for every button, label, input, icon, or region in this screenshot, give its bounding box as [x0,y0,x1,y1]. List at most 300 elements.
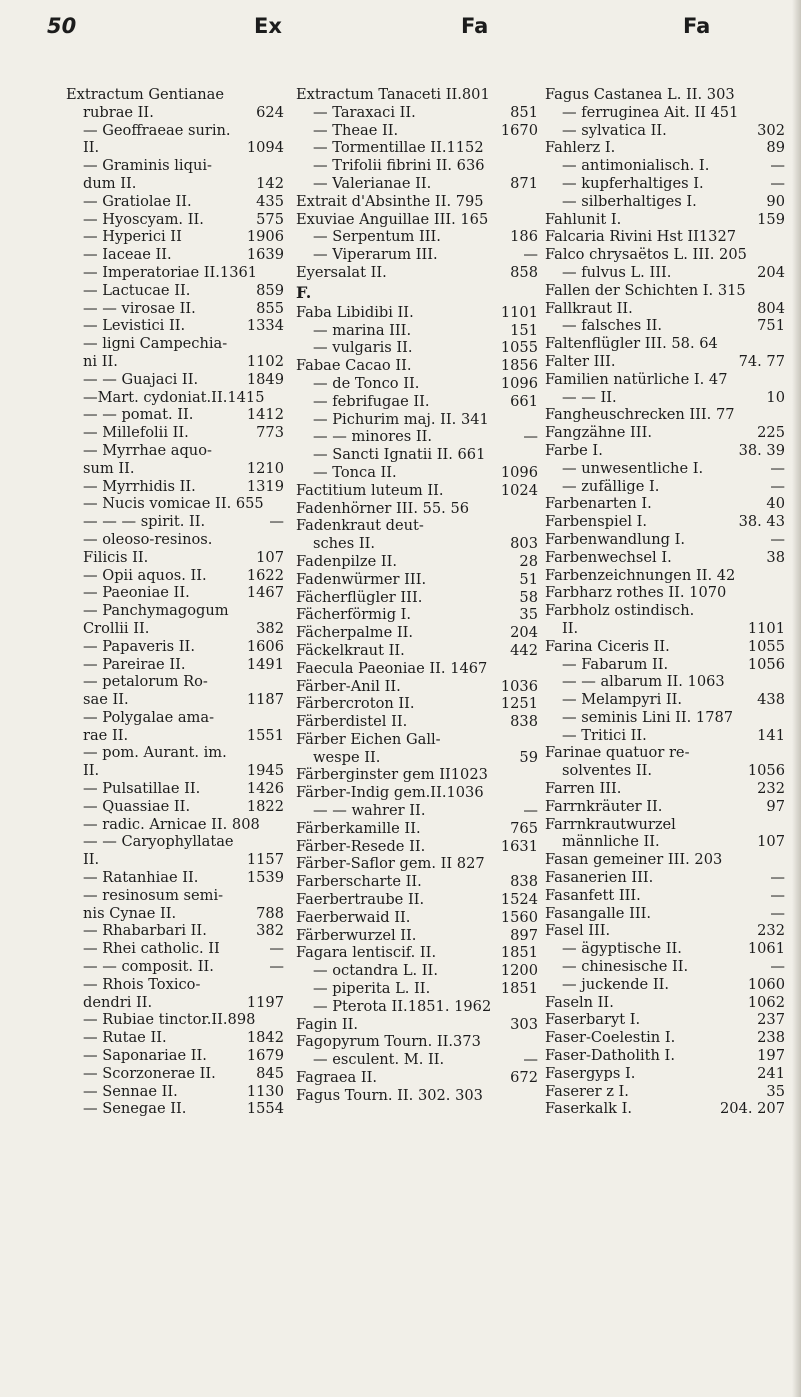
entry-page-ref: 1851 [500,944,538,962]
index-entry [66,744,284,762]
index-entry [66,762,284,780]
entry-term: Faba Libidibi II. [296,303,414,321]
entry-term: — Theae II. [313,121,399,139]
entry-page-ref: 1055 [747,637,785,655]
index-entry [296,339,538,357]
index-entry [66,780,284,798]
entry-term: sum II. [83,459,135,477]
index-entry [545,727,785,745]
index-entry [66,709,284,727]
index-entry [66,495,284,513]
entry-page-ref: 38. 43 [738,513,785,531]
entry-page-ref: 838 [510,873,538,891]
entry-term: Falco chrysaëtos L. III. 205 [545,246,747,264]
index-entry [66,157,284,175]
entry-term: Farbenwandlung I. [545,530,685,548]
entry-term: Fasel III. [545,922,611,940]
entry-page-ref: 241 [757,1064,785,1082]
index-entry [545,816,785,834]
entry-term: Faserer z I. [545,1082,629,1100]
entry-page-ref: 1200 [500,962,538,980]
entry-page-ref: — [523,802,538,820]
entry-term: Fallen der Schichten I. 315 [545,281,746,299]
entry-page-ref: 197 [757,1047,785,1065]
entry-page-ref: 237 [757,1011,785,1029]
index-entry [66,139,284,157]
entry-term: Färberdistel II. [296,713,408,731]
entry-page-ref: 35 [519,606,538,624]
entry-term: Färberwurzel II. [296,926,417,944]
entry-term: Faerbertraube II. [296,891,425,909]
entry-term: — — Guajaci II. [83,370,199,388]
entry-term: Fahlunit I. [545,210,622,228]
entry-term: Fadenkraut deut- [296,517,424,535]
entry-page-ref: — [770,530,785,548]
index-entry [545,531,785,549]
index-entry [545,922,785,940]
index-entry [66,1083,284,1101]
entry-term: — sylvatica II. [562,121,667,139]
entry-page-ref: 1639 [246,246,284,264]
entry-page-ref: — [770,886,785,904]
entry-page-ref: — [523,428,538,446]
entry-page-ref: 107 [256,548,284,566]
entry-page-ref: 1036 [500,677,538,695]
index-entry [296,535,538,553]
entry-page-ref: 1102 [246,352,284,370]
entry-term: Fallkraut II. [545,299,633,317]
index-entry [66,549,284,567]
index-entry [66,673,284,691]
entry-page-ref: 1606 [246,637,284,655]
index-entry [296,1051,538,1069]
entry-term: — radic. Arnicae II. 808 [83,815,260,833]
entry-term: — zufällige I. [562,477,660,495]
entry-page-ref: 1491 [246,655,284,673]
index-entry [66,442,284,460]
index-entry [545,638,785,656]
section-letter-heading [296,282,538,304]
entry-page-ref: 1467 [246,584,284,602]
entry-term: — — wahrer II. [313,802,426,820]
entry-term: Faecula Paeoniae II. 1467 [296,659,488,677]
entry-page-ref: 38. 39 [738,441,785,459]
entry-term: Faseln II. [545,993,614,1011]
entry-term: — — minores II. [313,428,433,446]
index-entry [296,1087,538,1105]
entry-page-ref: 788 [256,904,284,922]
entry-term: — Tonca II. [313,463,397,481]
entry-page-ref: 442 [510,641,538,659]
entry-term: — unwesentliche I. [562,459,704,477]
entry-page-ref: 1426 [246,780,284,798]
entry-term: — Tritici II. [562,726,647,744]
index-entry [296,909,538,927]
entry-page-ref: 302 [757,121,785,139]
index-entry [296,802,538,820]
index-entry [545,86,785,104]
index-entry [66,353,284,371]
entry-term: Faserbaryt I. [545,1011,641,1029]
index-column-2 [296,86,538,1105]
entry-page-ref: 1849 [246,370,284,388]
entry-term: Farbenzeichnungen II. 42 [545,566,736,584]
index-entry [66,211,284,229]
index-entry [545,513,785,531]
index-entry [296,891,538,909]
index-entry [296,517,538,535]
entry-page-ref: 40 [766,495,785,513]
entry-page-ref: 1412 [246,406,284,424]
entry-term: — febrifugae II. [313,392,430,410]
entry-page-ref: 1130 [246,1082,284,1100]
entry-page-ref: 1187 [246,691,284,709]
entry-page-ref: 74. 77 [738,352,785,370]
index-entry [545,460,785,478]
index-entry [545,478,785,496]
entry-term: — ligni Campechia- [83,335,228,353]
entry-term: Färberginster gem II1023 [296,766,488,784]
running-header [0,8,801,48]
index-entry [296,304,538,322]
entry-term: — ferruginea Ait. II 451 [562,103,739,121]
entry-page-ref: 1055 [500,339,538,357]
index-entry [296,962,538,980]
index-entry [296,589,538,607]
entry-term: Faserkalk I. [545,1100,633,1118]
index-entry [545,211,785,229]
entry-page-ref: 89 [766,139,785,157]
index-entry [545,246,785,264]
entry-term: — Quassiae II. [83,797,191,815]
index-entry [296,660,538,678]
entry-term: Familien natürliche I. 47 [545,370,728,388]
entry-page-ref: 1060 [747,975,785,993]
entry-page-ref: — [770,477,785,495]
index-entry [296,873,538,891]
entry-page-ref: 1056 [747,655,785,673]
entry-page-ref: 232 [757,780,785,798]
index-entry [66,389,284,407]
entry-term: — pom. Aurant. im. [83,744,227,762]
entry-page-ref: 28 [519,552,538,570]
entry-page-ref: 90 [766,192,785,210]
entry-page-ref: 1197 [246,993,284,1011]
entry-term: — Pichurim maj. II. 341 [313,410,489,428]
index-entry [296,1033,538,1051]
entry-term: — resinosum semi- [83,886,224,904]
entry-term: — Sennae II. [83,1082,178,1100]
entry-term: — Myrrhidis II. [83,477,196,495]
index-entry [296,784,538,802]
entry-term: Farrnkräuter II. [545,797,663,815]
page-edge-shadow [792,0,801,1397]
index-entry [545,122,785,140]
entry-page-ref: 1551 [246,726,284,744]
entry-term: — Levistici II. [83,317,186,335]
entry-term: Fächerflügler III. [296,588,423,606]
running-head-right: Fa [683,14,711,38]
index-entry [545,1083,785,1101]
entry-term: Factitium luteum II. [296,481,444,499]
entry-term: Fasan gemeiner III. 203 [545,851,723,869]
entry-term: — Panchymagogum [83,602,229,620]
index-entry [66,727,284,745]
entry-term: — Imperatoriae II.1361 [83,263,258,281]
entry-page-ref: 1024 [500,481,538,499]
index-entry [66,922,284,940]
entry-term: — oleoso-resinos. [83,530,213,548]
entry-page-ref: 1554 [246,1100,284,1118]
entry-page-ref: 803 [510,535,538,553]
entry-term: Färberkamille II. [296,819,421,837]
entry-term: — marina III. [313,321,412,339]
entry-term: — Hyperici II [83,228,182,246]
entry-term: — Rhois Toxico- [83,975,201,993]
entry-term: — Trifolii fibrini II. 636 [313,157,485,175]
index-entry [545,798,785,816]
running-head-center: Fa [461,14,489,38]
entry-term: — octandra L. II. [313,962,438,980]
index-entry [66,86,284,104]
entry-page-ref: 804 [757,299,785,317]
entry-term: Fagus Tourn. II. 302. 303 [296,1086,483,1104]
entry-term: — Rhabarbari II. [83,922,207,940]
entry-term: — Scorzonerae II. [83,1064,216,1082]
entry-term: — Nucis vomicae II. 655 [83,495,264,513]
entry-term: Fasanerien III. [545,869,654,887]
index-entry [66,1065,284,1083]
entry-term: Filicis II. [83,548,149,566]
entry-page-ref: 382 [256,619,284,637]
index-entry [545,851,785,869]
index-entry [545,406,785,424]
index-entry [296,139,538,157]
entry-term: — Rutae II. [83,1029,167,1047]
index-entry [545,584,785,602]
entry-term: Farinae quatuor re- [545,744,690,762]
index-entry [66,513,284,531]
index-entry [545,335,785,353]
entry-term: Farrnkrautwurzel [545,815,676,833]
entry-term: Extractum Tanaceti II.801 [296,86,490,103]
index-entry [296,1069,538,1087]
entry-page-ref: 238 [757,1029,785,1047]
index-entry [66,958,284,976]
entry-page-ref: 1631 [500,837,538,855]
entry-term: Fagopyrum Tourn. II.373 [296,1033,481,1051]
index-entry [545,424,785,442]
entry-term: Crollii II. [83,619,150,637]
index-entry [545,104,785,122]
index-entry [296,122,538,140]
entry-term: Fagus Castanea L. II. 303 [545,86,735,103]
index-entry [66,905,284,923]
entry-term: — Polygalae ama- [83,708,215,726]
entry-page-ref: — [523,246,538,264]
index-entry [296,375,538,393]
index-entry [296,766,538,784]
index-entry [545,1047,785,1065]
entry-page-ref: 1061 [747,940,785,958]
entry-page-ref: 1539 [246,869,284,887]
index-entry [545,1065,785,1083]
entry-term: dendri II. [83,993,153,1011]
entry-term: Fagara lentiscif. II. [296,944,437,962]
entry-term: solventes II. [562,762,653,780]
index-entry [545,282,785,300]
entry-term: Farren III. [545,780,622,798]
entry-page-ref: 661 [510,392,538,410]
index-entry [66,478,284,496]
entry-term: — Melampyri II. [562,691,683,709]
entry-term: — — composit. II. [83,958,214,976]
entry-page-ref: 859 [256,281,284,299]
index-entry [66,994,284,1012]
index-entry [66,531,284,549]
entry-page-ref: 1560 [500,908,538,926]
entry-term: Fangzähne III. [545,424,652,442]
entry-page-ref: 624 [256,103,284,121]
entry-term: — Iaceae II. [83,246,172,264]
index-entry [296,411,538,429]
index-entry [296,855,538,873]
index-column-1 [66,86,284,1118]
index-entry [296,749,538,767]
entry-page-ref: 1157 [246,851,284,869]
index-entry [545,833,785,851]
index-entry [66,940,284,958]
index-entry [545,762,785,780]
entry-term: Exuviae Anguillae III. 165 [296,210,489,228]
entry-term: Farbenwechsel I. [545,548,672,566]
entry-page-ref: 159 [757,210,785,228]
entry-term: — de Tonco II. [313,374,420,392]
index-entry [66,851,284,869]
entry-page-ref: 851 [510,103,538,121]
entry-term: — Saponariae II. [83,1047,207,1065]
entry-term: — Fabarum II. [562,655,669,673]
index-entry [296,500,538,518]
entry-page-ref: 59 [519,748,538,766]
index-entry [296,393,538,411]
entry-term: — falsches II. [562,317,662,335]
entry-term: Fäckelkraut II. [296,641,405,659]
index-entry [545,228,785,246]
index-entry [545,656,785,674]
index-entry [66,584,284,602]
entry-term: Fabae Cacao II. [296,357,412,375]
entry-page-ref: 142 [256,174,284,192]
entry-page-ref: 1524 [500,891,538,909]
entry-term: Falter III. [545,352,616,370]
index-entry [66,406,284,424]
index-entry [296,838,538,856]
entry-page-ref: 1096 [500,463,538,481]
entry-page-ref: 225 [757,424,785,442]
running-head-left: Ex [254,14,282,38]
entry-term: — Ratanhiae II. [83,869,199,887]
entry-page-ref: 1622 [246,566,284,584]
entry-term: Farbe I. [545,441,603,459]
index-entry [66,816,284,834]
index-entry [66,887,284,905]
entry-page-ref: 672 [510,1069,538,1087]
entry-term: Fagraea II. [296,1069,377,1087]
entry-term: nis Cynae II. [83,904,177,922]
entry-term: — — virosae II. [83,299,196,317]
index-entry [296,927,538,945]
entry-page-ref: 382 [256,922,284,940]
entry-term: Fasangalle III. [545,904,652,922]
index-entry [66,122,284,140]
entry-page-ref: — [269,940,284,958]
entry-page-ref: 1856 [500,357,538,375]
entry-page-ref: 1842 [246,1029,284,1047]
entry-term: sae II. [83,691,129,709]
entry-term: II. [83,762,100,780]
index-entry [545,157,785,175]
entry-page-ref: 107 [757,833,785,851]
index-entry [66,193,284,211]
entry-page-ref: 897 [510,926,538,944]
entry-page-ref: 855 [256,299,284,317]
index-entry [66,317,284,335]
entry-page-ref: 1094 [246,139,284,157]
entry-term: Eyersalat II. [296,263,387,281]
entry-page-ref: 1251 [500,695,538,713]
index-entry [296,211,538,229]
entry-page-ref: 1062 [747,993,785,1011]
index-entry [66,424,284,442]
entry-page-ref: — [770,174,785,192]
entry-term: Faser-Coelestin I. [545,1029,676,1047]
index-entry [66,246,284,264]
entry-term: — — II. [562,388,617,406]
index-entry [66,869,284,887]
entry-term: — Papaveris II. [83,637,195,655]
index-entry [296,642,538,660]
entry-term: Farbholz ostindisch. [545,602,695,620]
entry-term: — Sancti Ignatii II. 661 [313,446,486,464]
entry-term: — — — spirit. II. [83,513,206,531]
entry-page-ref: 838 [510,713,538,731]
entry-page-ref: 773 [256,424,284,442]
entry-page-ref: 303 [510,1015,538,1033]
index-entry [296,606,538,624]
entry-term: Färber-Saflor gem. II 827 [296,855,485,873]
index-entry [545,994,785,1012]
entry-page-ref: 1056 [747,762,785,780]
entry-term: Farbharz rothes II. 1070 [545,584,727,602]
entry-term: Fasergyps I. [545,1064,636,1082]
index-entry [296,175,538,193]
index-entry [66,656,284,674]
index-entry [545,139,785,157]
index-entry [296,193,538,211]
index-column-3 [545,86,785,1118]
entry-term: Fadenpilze II. [296,552,398,570]
index-entry [545,317,785,335]
entry-page-ref: 1101 [747,619,785,637]
entry-term: — — Caryophyllatae [83,833,234,851]
entry-term: Fadenhörner III. 55. 56 [296,499,470,517]
entry-term: — Rubiae tinctor.II.898 [83,1011,256,1029]
entry-term: Fächerförmig I. [296,606,412,624]
entry-term: ni II. [83,352,118,370]
index-entry [545,1029,785,1047]
index-entry [296,998,538,1016]
